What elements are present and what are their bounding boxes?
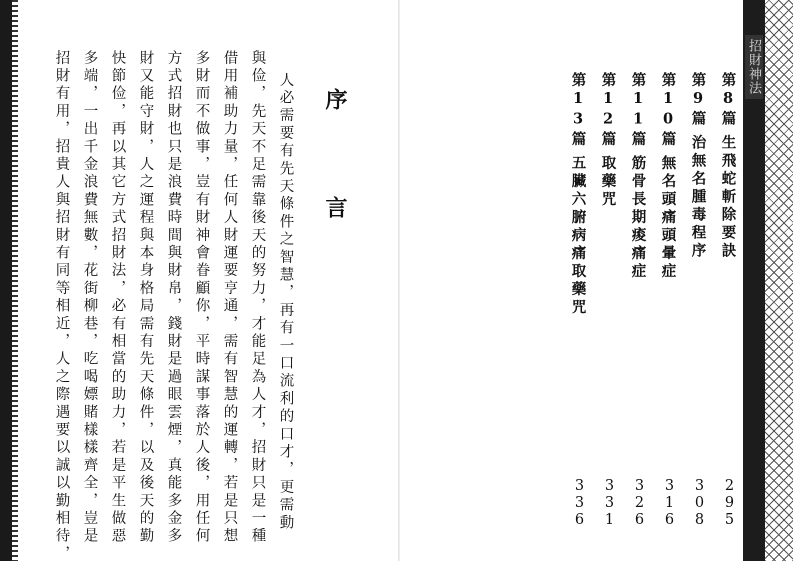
toc-entry-10 [660, 72, 675, 281]
toc-title: 筋骨長期痠痛症 [629, 155, 647, 281]
binding-pattern [12, 0, 18, 561]
toc-label: 第11篇 [629, 72, 647, 149]
preface-column: 快節俭，再以其它方式招財法，必有相當的助力，若是平生做惡 [109, 50, 126, 546]
toc-entry-8 [720, 72, 735, 261]
toc-title: 無名頭痛頭暈症 [659, 155, 677, 281]
preface-column: 多端，一出千金浪費無數，花街柳巷，吃喝嫖賭樣樣齊全，豈是 [81, 50, 98, 546]
toc-label: 第10篇 [659, 72, 677, 149]
toc-entry-11 [630, 72, 645, 281]
toc-page-number: 316 [661, 478, 678, 529]
preface-title: 序 言 [322, 88, 348, 248]
toc-label: 第8篇 [719, 72, 737, 129]
toc-title: 五臟六腑病痛取藥咒 [569, 155, 587, 317]
toc-label: 第9篇 [689, 72, 707, 129]
toc-entry-13 [570, 72, 585, 317]
preface-column: 借用補助力量，任何人財運要亨通，需有智慧的運轉，若是只想 [221, 50, 238, 546]
toc-page-number: 331 [601, 478, 618, 529]
toc-page-number: 295 [721, 478, 738, 529]
right-page [400, 0, 793, 561]
preface-column: 招財有用，招貴人與招財有同等相近，人之際遇要以誠以勤相待， [53, 50, 70, 563]
thumb-tab-label: 招財神法 [745, 35, 763, 99]
toc-page-number: 308 [691, 478, 708, 529]
toc-entry-12 [600, 72, 615, 209]
toc-title: 取藥咒 [599, 155, 617, 209]
toc-label: 第13篇 [569, 72, 587, 149]
toc-title: 生飛蛇斬除要訣 [719, 134, 737, 261]
binding-strip [0, 0, 12, 561]
toc-label: 第12篇 [599, 72, 617, 149]
preface-column: 多財而不做事，豈有財神會眷顧你，平時謀事落於人後，用任何 [193, 50, 210, 546]
toc-title: 治無名腫毒程序 [689, 134, 707, 261]
preface-column: 與俭，先天不足需靠後天的努力，才能足為人才，招財只是一種 [249, 50, 266, 546]
toc-entry-9 [690, 72, 705, 261]
preface-column: 財又能守財，人之運程與本身格局需有先天條件，以及後天的勤 [137, 50, 154, 546]
preface-column: 人必需要有先天條件之智慧，再有一口流利的口才，更需動 [277, 72, 294, 533]
toc-page-number: 336 [571, 478, 588, 529]
preface-column: 方式招財也只是浪費時間與財帛，錢財是過眼雲煙，真能多金多 [165, 50, 182, 546]
toc-page-number: 326 [631, 478, 648, 529]
